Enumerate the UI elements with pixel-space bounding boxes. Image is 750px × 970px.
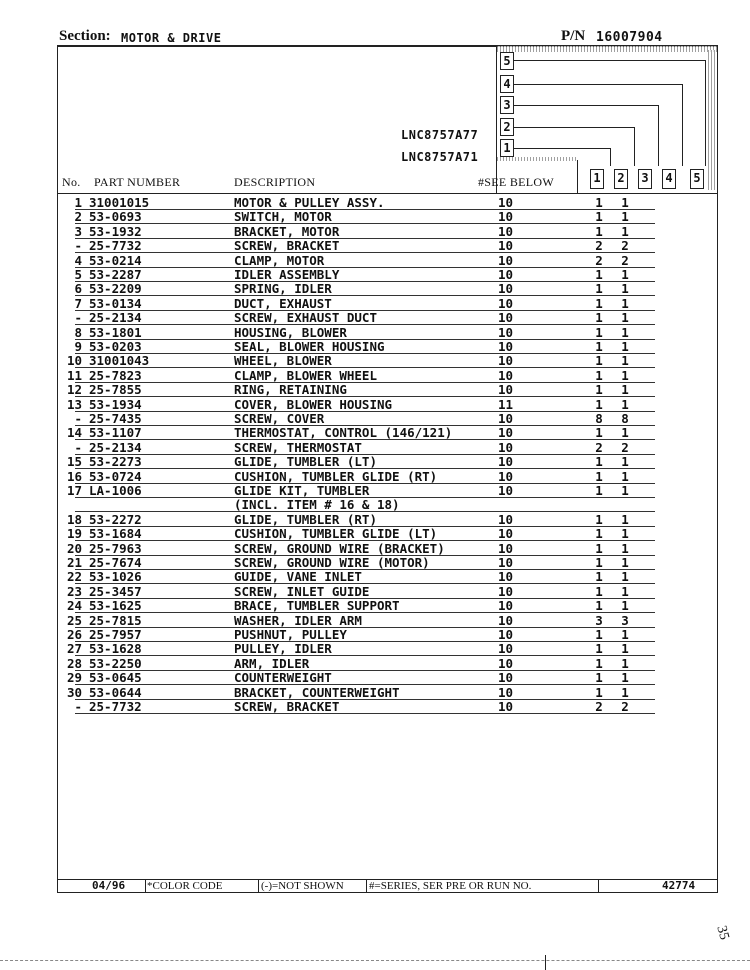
column-header-see-below: #SEE BELOW — [478, 175, 554, 189]
section-label: Section: — [59, 28, 111, 44]
description: GLIDE KIT, TUMBLER — [234, 483, 370, 498]
footer-color-code: *COLOR CODE — [147, 880, 223, 892]
leader-3 — [514, 105, 658, 106]
table-row — [0, 441, 750, 455]
description: WASHER, IDLER ARM — [234, 612, 362, 628]
part-number: 53-2250 — [89, 655, 142, 671]
description: COUNTERWEIGHT — [234, 670, 332, 686]
series-box-2: 2 — [500, 118, 514, 136]
row-number: 19 — [66, 526, 82, 542]
description: CLAMP, BLOWER WHEEL — [234, 367, 377, 383]
see-below: 10 — [498, 699, 514, 714]
see-below: 10 — [498, 684, 514, 700]
row-number: - — [74, 238, 82, 254]
leader-4 — [514, 84, 682, 85]
quantity-series-1: 1 — [595, 310, 603, 326]
part-number: 25-3457 — [89, 583, 142, 599]
description: SCREW, GROUND WIRE (BRACKET) — [234, 540, 445, 556]
row-number: 7 — [74, 295, 82, 311]
see-below: 10 — [498, 641, 514, 657]
table-row — [0, 398, 750, 412]
quantity-series-1: 1 — [595, 209, 603, 225]
quantity-series-2: 1 — [621, 670, 629, 686]
leader-1-drop — [610, 148, 611, 166]
row-number: 23 — [66, 583, 82, 599]
quantity-series-1: 1 — [595, 396, 603, 412]
quantity-series-2: 1 — [621, 310, 629, 326]
series-column-2: 2 — [614, 169, 628, 189]
column-header-rule — [57, 193, 718, 194]
quantity-series-2: 1 — [621, 555, 629, 570]
row-number: 12 — [66, 382, 82, 398]
series-column-5: 5 — [690, 169, 704, 189]
quantity-series-2: 1 — [621, 223, 629, 239]
quantity-series-1: 1 — [595, 670, 603, 686]
see-below: 10 — [498, 483, 514, 498]
description: PUSHNUT, PULLEY — [234, 627, 347, 642]
table-row — [0, 498, 750, 512]
row-number: - — [74, 310, 82, 326]
see-below: 11 — [498, 396, 514, 412]
row-number: 22 — [66, 569, 82, 585]
row-number: 10 — [66, 353, 82, 369]
row-number: 2 — [74, 209, 82, 225]
scan-texture-mid — [497, 157, 577, 161]
series-box-4: 4 — [500, 75, 514, 93]
row-number: 14 — [66, 425, 82, 441]
footer-divider — [366, 879, 367, 893]
part-number: 53-0134 — [89, 295, 142, 311]
table-row — [0, 599, 750, 613]
row-number: - — [74, 411, 82, 426]
row-number: 4 — [74, 252, 82, 268]
quantity-series-1: 1 — [595, 569, 603, 585]
description: SCREW, THERMOSTAT — [234, 439, 362, 455]
quantity-series-2: 1 — [621, 209, 629, 225]
quantity-series-1: 1 — [595, 583, 603, 599]
see-below: 10 — [498, 339, 514, 354]
footer-series-note: #=SERIES, SER PRE OR RUN NO. — [369, 880, 532, 892]
part-number: 53-2209 — [89, 281, 142, 297]
quantity-series-1: 1 — [595, 425, 603, 441]
leader-3-drop — [658, 105, 659, 166]
series-divider — [577, 160, 578, 194]
see-below: 10 — [498, 425, 514, 441]
quantity-series-1: 1 — [595, 684, 603, 700]
row-number: 1 — [74, 195, 82, 210]
quantity-series-1: 2 — [595, 699, 603, 714]
leader-2-drop — [634, 127, 635, 166]
model-number: LNC8757A71 — [401, 150, 479, 164]
quantity-series-2: 1 — [621, 468, 629, 484]
table-row — [0, 340, 750, 354]
see-below: 10 — [498, 583, 514, 599]
footer-not-shown: (-)=NOT SHOWN — [261, 880, 344, 892]
quantity-series-2: 1 — [621, 367, 629, 383]
footer-date: 04/96 — [92, 879, 126, 892]
table-row — [0, 527, 750, 541]
table-row — [0, 455, 750, 469]
quantity-series-1: 2 — [595, 439, 603, 455]
row-underline — [75, 713, 655, 714]
see-below: 10 — [498, 223, 514, 239]
table-row — [0, 426, 750, 440]
quantity-series-2: 1 — [621, 425, 629, 441]
part-number: 25-7823 — [89, 367, 142, 383]
part-number: 53-0724 — [89, 468, 142, 484]
row-number: 25 — [66, 612, 82, 628]
series-column-3: 3 — [638, 169, 652, 189]
quantity-series-1: 1 — [595, 324, 603, 340]
table-row — [0, 326, 750, 340]
row-number: - — [74, 699, 82, 714]
quantity-series-2: 1 — [621, 483, 629, 498]
quantity-series-2: 3 — [621, 612, 629, 628]
part-number: 53-1934 — [89, 396, 142, 412]
footer-divider — [145, 879, 146, 893]
quantity-series-1: 2 — [595, 238, 603, 254]
quantity-series-1: 1 — [595, 483, 603, 498]
part-number: 53-0203 — [89, 339, 142, 354]
quantity-series-2: 1 — [621, 569, 629, 585]
footer-divider — [598, 879, 599, 893]
table-row — [0, 268, 750, 282]
see-below: 10 — [498, 439, 514, 455]
description: CLAMP, MOTOR — [234, 252, 325, 268]
table-row — [0, 657, 750, 671]
quantity-series-1: 1 — [595, 627, 603, 642]
quantity-series-2: 1 — [621, 526, 629, 542]
row-number: 29 — [66, 670, 82, 686]
see-below: 10 — [498, 454, 514, 470]
quantity-series-2: 1 — [621, 511, 629, 527]
quantity-series-2: 1 — [621, 324, 629, 340]
quantity-series-2: 1 — [621, 583, 629, 599]
leader-1 — [514, 148, 610, 149]
part-number: 53-0693 — [89, 209, 142, 225]
part-number: 25-7963 — [89, 540, 142, 556]
quantity-series-1: 1 — [595, 641, 603, 657]
quantity-series-2: 1 — [621, 267, 629, 282]
page-mark: 35 — [713, 924, 732, 942]
quantity-series-1: 8 — [595, 411, 603, 426]
quantity-series-2: 1 — [621, 339, 629, 354]
series-column-1: 1 — [590, 169, 604, 189]
row-number: 20 — [66, 540, 82, 556]
description: SCREW, EXHAUST DUCT — [234, 310, 377, 326]
row-number: 9 — [74, 339, 82, 354]
description: CUSHION, TUMBLER GLIDE (RT) — [234, 468, 438, 484]
see-below: 10 — [498, 310, 514, 326]
table-row — [0, 354, 750, 368]
quantity-series-1: 1 — [595, 353, 603, 369]
quantity-series-1: 1 — [595, 339, 603, 354]
table-row — [0, 210, 750, 224]
description: BRACE, TUMBLER SUPPORT — [234, 598, 400, 614]
part-number: 25-7957 — [89, 627, 142, 642]
description: COVER, BLOWER HOUSING — [234, 396, 393, 412]
see-below: 10 — [498, 468, 514, 484]
row-number: 21 — [66, 555, 82, 570]
table-row — [0, 297, 750, 311]
see-below: 10 — [498, 540, 514, 556]
quantity-series-1: 1 — [595, 382, 603, 398]
leader-4-drop — [682, 84, 683, 166]
description: GLIDE, TUMBLER (LT) — [234, 454, 377, 470]
table-row — [0, 570, 750, 584]
description: SCREW, BRACKET — [234, 238, 340, 254]
part-number: 31001015 — [89, 195, 150, 210]
quantity-series-2: 1 — [621, 281, 629, 297]
part-number-label: P/N — [561, 28, 586, 44]
see-below: 10 — [498, 627, 514, 642]
part-number: 25-7855 — [89, 382, 142, 398]
quantity-series-1: 1 — [595, 454, 603, 470]
quantity-series-2: 2 — [621, 252, 629, 268]
quantity-series-2: 2 — [621, 699, 629, 714]
quantity-series-2: 1 — [621, 540, 629, 556]
part-number: 53-1684 — [89, 526, 142, 542]
part-number: 25-2134 — [89, 310, 142, 326]
quantity-series-2: 1 — [621, 454, 629, 470]
see-below: 10 — [498, 569, 514, 585]
part-number: 53-2287 — [89, 267, 142, 282]
see-below-divider — [496, 46, 497, 194]
row-number: 15 — [66, 454, 82, 470]
row-number: 3 — [74, 223, 82, 239]
row-number: 27 — [66, 641, 82, 657]
quantity-series-2: 1 — [621, 598, 629, 614]
see-below: 10 — [498, 555, 514, 570]
table-row — [0, 556, 750, 570]
see-below: 10 — [498, 195, 514, 210]
description: SEAL, BLOWER HOUSING — [234, 339, 385, 354]
quantity-series-2: 1 — [621, 684, 629, 700]
part-number: 25-7674 — [89, 555, 142, 570]
column-header-no: No. — [62, 175, 81, 189]
see-below: 10 — [498, 382, 514, 398]
table-row — [0, 585, 750, 599]
table-row — [0, 686, 750, 700]
table-row — [0, 513, 750, 527]
see-below: 10 — [498, 526, 514, 542]
quantity-series-1: 3 — [595, 612, 603, 628]
quantity-series-1: 1 — [595, 555, 603, 570]
leader-5 — [514, 60, 706, 61]
table-row — [0, 628, 750, 642]
scan-texture-top — [497, 46, 717, 52]
description: SCREW, INLET GUIDE — [234, 583, 370, 599]
quantity-series-1: 1 — [595, 511, 603, 527]
see-below: 10 — [498, 367, 514, 383]
column-header-description: DESCRIPTION — [234, 175, 316, 189]
see-below: 10 — [498, 252, 514, 268]
quantity-series-2: 8 — [621, 411, 629, 426]
description: SCREW, GROUND WIRE (MOTOR) — [234, 555, 430, 570]
quantity-series-1: 1 — [595, 598, 603, 614]
description: WHEEL, BLOWER — [234, 353, 332, 369]
table-row — [0, 412, 750, 426]
table-row — [0, 282, 750, 296]
row-number: 8 — [74, 324, 82, 340]
quantity-series-2: 1 — [621, 353, 629, 369]
table-row — [0, 311, 750, 325]
series-box-3: 3 — [500, 96, 514, 114]
see-below: 10 — [498, 281, 514, 297]
model-number: LNC8757A77 — [401, 128, 479, 142]
quantity-series-2: 1 — [621, 655, 629, 671]
quantity-series-2: 1 — [621, 382, 629, 398]
table-row — [0, 254, 750, 268]
see-below: 10 — [498, 670, 514, 686]
table-row — [0, 239, 750, 253]
quantity-series-1: 1 — [595, 526, 603, 542]
leader-2 — [514, 127, 634, 128]
part-number: 53-1628 — [89, 641, 142, 657]
description: BRACKET, COUNTERWEIGHT — [234, 684, 400, 700]
row-number: - — [74, 439, 82, 455]
table-row — [0, 383, 750, 397]
part-number: 25-7732 — [89, 699, 142, 714]
see-below: 10 — [498, 209, 514, 225]
see-below: 10 — [498, 295, 514, 311]
table-row — [0, 614, 750, 628]
description: PULLEY, IDLER — [234, 641, 332, 657]
quantity-series-2: 1 — [621, 295, 629, 311]
quantity-series-1: 1 — [595, 367, 603, 383]
table-row — [0, 470, 750, 484]
footer-number: 42774 — [662, 879, 696, 892]
part-number: 31001043 — [89, 353, 150, 369]
series-column-4: 4 — [662, 169, 676, 189]
description: DUCT, EXHAUST — [234, 295, 332, 311]
quantity-series-1: 1 — [595, 295, 603, 311]
description: BRACKET, MOTOR — [234, 223, 340, 239]
description: THERMOSTAT, CONTROL (146/121) — [234, 425, 453, 441]
part-number: 53-1026 — [89, 569, 142, 585]
scan-texture-right — [708, 50, 716, 190]
see-below: 10 — [498, 612, 514, 628]
part-number: 53-1801 — [89, 324, 142, 340]
table-row — [0, 642, 750, 656]
quantity-series-2: 2 — [621, 238, 629, 254]
description: SPRING, IDLER — [234, 281, 332, 297]
row-number: 28 — [66, 655, 82, 671]
part-number: 25-7732 — [89, 238, 142, 254]
table-row — [0, 700, 750, 714]
description: SCREW, BRACKET — [234, 699, 340, 714]
description: ARM, IDLER — [234, 655, 310, 671]
table-row — [0, 542, 750, 556]
row-number: 13 — [66, 396, 82, 412]
see-below: 10 — [498, 324, 514, 340]
series-box-5: 5 — [500, 52, 514, 70]
part-number-value: 16007904 — [596, 30, 663, 45]
row-number: 17 — [66, 483, 82, 498]
description: SCREW, COVER — [234, 411, 325, 426]
quantity-series-1: 1 — [595, 540, 603, 556]
bottom-tick — [545, 955, 546, 970]
see-below: 10 — [498, 353, 514, 369]
quantity-series-1: 1 — [595, 468, 603, 484]
leader-5-drop — [705, 60, 706, 166]
quantity-series-1: 2 — [595, 252, 603, 268]
see-below: 10 — [498, 598, 514, 614]
row-number: 30 — [66, 684, 82, 700]
row-number: 5 — [74, 267, 82, 282]
quantity-series-2: 2 — [621, 439, 629, 455]
section-value: MOTOR & DRIVE — [121, 31, 222, 45]
description: IDLER ASSEMBLY — [234, 267, 340, 282]
part-number: 25-7435 — [89, 411, 142, 426]
row-number: 18 — [66, 511, 82, 527]
part-number: 25-2134 — [89, 439, 142, 455]
row-number: 11 — [66, 367, 82, 383]
row-number: 6 — [74, 281, 82, 297]
description: HOUSING, BLOWER — [234, 324, 347, 340]
part-number: 53-0214 — [89, 252, 142, 268]
quantity-series-1: 1 — [595, 281, 603, 297]
quantity-series-1: 1 — [595, 267, 603, 282]
quantity-series-1: 1 — [595, 195, 603, 210]
description: SWITCH, MOTOR — [234, 209, 332, 225]
part-number: 53-1625 — [89, 598, 142, 614]
part-number: 53-0644 — [89, 684, 142, 700]
see-below: 10 — [498, 411, 514, 426]
description: CUSHION, TUMBLER GLIDE (LT) — [234, 526, 438, 542]
row-number: 24 — [66, 598, 82, 614]
series-box-1: 1 — [500, 139, 514, 157]
see-below: 10 — [498, 655, 514, 671]
description: RING, RETAINING — [234, 382, 347, 398]
quantity-series-2: 1 — [621, 641, 629, 657]
table-row — [0, 196, 750, 210]
table-row — [0, 484, 750, 498]
description: (INCL. ITEM # 16 & 18) — [234, 497, 400, 513]
table-row — [0, 671, 750, 685]
part-number: LA-1006 — [89, 483, 142, 498]
part-number: 53-1932 — [89, 223, 142, 239]
quantity-series-1: 1 — [595, 655, 603, 671]
part-number: 25-7815 — [89, 612, 142, 628]
table-row — [0, 225, 750, 239]
quantity-series-2: 1 — [621, 195, 629, 210]
row-number: 16 — [66, 468, 82, 484]
part-number: 53-2273 — [89, 454, 142, 470]
description: GLIDE, TUMBLER (RT) — [234, 511, 377, 527]
part-number: 53-0645 — [89, 670, 142, 686]
part-number: 53-2272 — [89, 511, 142, 527]
bottom-scan-line — [0, 960, 750, 961]
quantity-series-2: 1 — [621, 396, 629, 412]
quantity-series-2: 1 — [621, 627, 629, 642]
footer-divider — [258, 879, 259, 893]
row-number: 26 — [66, 627, 82, 642]
see-below: 10 — [498, 267, 514, 282]
part-number: 53-1107 — [89, 425, 142, 441]
description: GUIDE, VANE INLET — [234, 569, 362, 585]
see-below: 10 — [498, 238, 514, 254]
see-below: 10 — [498, 511, 514, 527]
column-header-part-number: PART NUMBER — [94, 175, 181, 189]
table-row — [0, 369, 750, 383]
description: MOTOR & PULLEY ASSY. — [234, 195, 385, 210]
quantity-series-1: 1 — [595, 223, 603, 239]
